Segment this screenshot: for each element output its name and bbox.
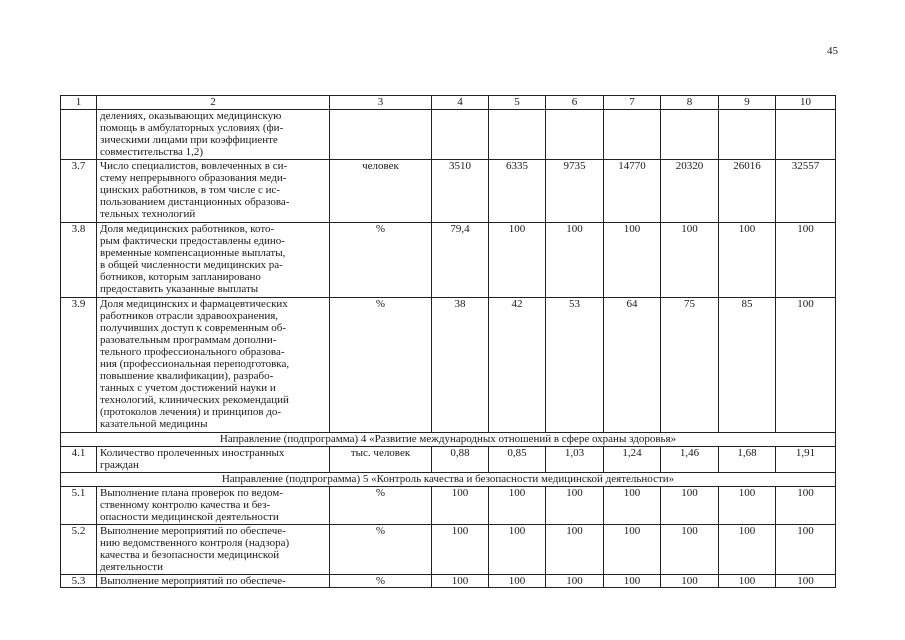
indicator-description [97, 575, 330, 588]
column-number: 9 [719, 96, 776, 110]
column-number: 3 [330, 96, 432, 110]
table-row [61, 575, 836, 588]
indicator-value: 100 [776, 223, 836, 298]
description-line: рым фактически предоставлены едино- [100, 235, 285, 247]
indicators-table [60, 95, 836, 588]
indicator-value: 100 [489, 525, 546, 575]
indicator-value: 79,4 [432, 223, 489, 298]
description-line: деятельности [100, 561, 163, 573]
indicator-value: 75 [661, 298, 719, 433]
indicator-value: 1,68 [719, 447, 776, 473]
section-title: Направление (подпрограмма) 4 «Развитие международных отношений в сфере охраны здоровья» [61, 433, 836, 447]
indicator-description [97, 298, 330, 433]
indicator-description [97, 447, 330, 473]
description-line: Доля медицинских работников, кото- [100, 223, 275, 235]
description-line: казательной медицины [100, 418, 208, 430]
indicator-value: 100 [719, 223, 776, 298]
indicator-value: 100 [604, 223, 661, 298]
table-row [61, 110, 836, 160]
indicator-value: 3510 [432, 160, 489, 223]
description-line: технологий, клинических рекомендаций [100, 394, 289, 406]
indicator-value: 100 [661, 525, 719, 575]
indicator-value: 100 [489, 575, 546, 588]
indicator-value: 32557 [776, 160, 836, 223]
description-line: цинских работников, в том числе с ис- [100, 184, 281, 196]
description-line: предоставить указанные выплаты [100, 283, 259, 295]
indicator-value: 100 [719, 575, 776, 588]
description-line: временные компенсационные выплаты, [100, 247, 286, 259]
indicator-value: 1,03 [546, 447, 604, 473]
indicator-value: 100 [776, 298, 836, 433]
indicator-value: 6335 [489, 160, 546, 223]
description-line: работников отрасли здравоохранения, [100, 310, 279, 322]
description-line: нию ведомственного контроля (надзора) [100, 537, 290, 549]
indicator-value [776, 110, 836, 160]
indicator-value: 53 [546, 298, 604, 433]
indicator-number: 5.1 [61, 487, 97, 525]
indicator-value [546, 110, 604, 160]
description-line: качества и безопасности медицинской [100, 549, 280, 561]
description-line: пользованием дистанционных образова- [100, 196, 290, 208]
section-title: Направление (подпрограмма) 5 «Контроль качества и безопасности медицинской деятельности» [61, 473, 836, 487]
description-line: совместительства 1,2) [100, 146, 204, 158]
indicator-value: 1,46 [661, 447, 719, 473]
indicator-value: 100 [432, 575, 489, 588]
description-line: Выполнение мероприятий по обеспече- [100, 525, 286, 537]
indicator-value [661, 110, 719, 160]
indicator-number: 3.7 [61, 160, 97, 223]
indicator-unit: % [330, 298, 432, 433]
column-number: 5 [489, 96, 546, 110]
section-row [61, 433, 836, 447]
indicator-value: 100 [776, 575, 836, 588]
indicator-unit: % [330, 575, 432, 588]
column-number: 8 [661, 96, 719, 110]
indicator-value: 100 [546, 525, 604, 575]
indicator-value: 20320 [661, 160, 719, 223]
page-number: 45 [827, 45, 838, 57]
indicator-unit: тыс. человек [330, 447, 432, 473]
indicator-number: 5.2 [61, 525, 97, 575]
indicator-value: 100 [661, 487, 719, 525]
indicator-value: 100 [546, 575, 604, 588]
description-line: тельного профессионального образова- [100, 346, 285, 358]
description-line: Доля медицинских и фармацевтических [100, 298, 288, 310]
column-number: 2 [97, 96, 330, 110]
indicator-description [97, 223, 330, 298]
indicator-unit: % [330, 525, 432, 575]
description-line: (протоколов лечения) и принципов до- [100, 406, 282, 418]
description-line: в общей численности медицинских ра- [100, 259, 283, 271]
indicator-value: 100 [489, 223, 546, 298]
indicator-value [432, 110, 489, 160]
indicator-value: 100 [604, 525, 661, 575]
indicator-value: 9735 [546, 160, 604, 223]
column-number: 4 [432, 96, 489, 110]
table-row [61, 487, 836, 525]
header-row [61, 96, 836, 110]
description-line: зическими лицами при коэффициенте [100, 134, 278, 146]
column-number: 7 [604, 96, 661, 110]
description-line: Выполнение плана проверок по ведом- [100, 487, 283, 499]
indicator-value: 100 [719, 525, 776, 575]
description-line: Выполнение мероприятий по обеспече- [100, 575, 286, 587]
column-number: 1 [61, 96, 97, 110]
indicator-value: 100 [546, 223, 604, 298]
indicator-value: 100 [661, 223, 719, 298]
table-row [61, 160, 836, 223]
indicator-unit: человек [330, 160, 432, 223]
column-number: 10 [776, 96, 836, 110]
indicator-description [97, 487, 330, 525]
indicator-unit: % [330, 223, 432, 298]
indicator-description [97, 525, 330, 575]
indicator-value: 64 [604, 298, 661, 433]
indicator-value [489, 110, 546, 160]
description-line: разовательным программам дополни- [100, 334, 277, 346]
description-line: Количество пролеченных иностранных [100, 447, 285, 459]
indicator-value: 38 [432, 298, 489, 433]
indicator-value: 100 [546, 487, 604, 525]
indicator-value: 100 [432, 487, 489, 525]
indicator-value: 42 [489, 298, 546, 433]
indicator-number: 3.9 [61, 298, 97, 433]
table-row [61, 447, 836, 473]
description-line: ния (профессиональная переподготовка, [100, 358, 290, 370]
description-line: стему непрерывного образования меди- [100, 172, 287, 184]
indicator-value: 0,85 [489, 447, 546, 473]
indicator-value: 100 [776, 487, 836, 525]
indicator-value: 14770 [604, 160, 661, 223]
indicator-value: 100 [489, 487, 546, 525]
description-line: тельных технологий [100, 208, 196, 220]
indicator-value: 100 [604, 487, 661, 525]
indicator-value: 1,91 [776, 447, 836, 473]
table-row [61, 223, 836, 298]
indicator-value [330, 110, 432, 160]
column-number: 6 [546, 96, 604, 110]
indicator-number: 3.8 [61, 223, 97, 298]
description-line: повышение квалификации), разрабо- [100, 370, 274, 382]
indicator-value: 100 [719, 487, 776, 525]
description-line: танных с учетом достижений науки и [100, 382, 276, 394]
indicator-number [61, 110, 97, 160]
indicator-value: 26016 [719, 160, 776, 223]
description-line: помощь в амбулаторных условиях (фи- [100, 122, 284, 134]
indicator-value [719, 110, 776, 160]
indicator-value: 100 [432, 525, 489, 575]
description-line: делениях, оказывающих медицинскую [100, 110, 282, 122]
indicator-unit: % [330, 487, 432, 525]
indicator-number: 5.3 [61, 575, 97, 588]
description-line: Число специалистов, вовлеченных в си- [100, 160, 288, 172]
indicator-number: 4.1 [61, 447, 97, 473]
section-row [61, 473, 836, 487]
indicator-value [604, 110, 661, 160]
indicator-value: 100 [604, 575, 661, 588]
indicator-value: 1,24 [604, 447, 661, 473]
description-line: ственному контролю качества и без- [100, 499, 271, 511]
indicator-description [97, 110, 330, 160]
description-line: получивших доступ к современным об- [100, 322, 287, 334]
indicator-value: 100 [776, 525, 836, 575]
description-line: граждан [100, 459, 139, 471]
description-line: ботников, которым запланировано [100, 271, 261, 283]
indicator-value: 100 [661, 575, 719, 588]
indicator-value: 85 [719, 298, 776, 433]
table-row [61, 298, 836, 433]
description-line: опасности медицинской деятельности [100, 511, 279, 523]
indicator-description [97, 160, 330, 223]
indicator-value: 0,88 [432, 447, 489, 473]
table-row [61, 525, 836, 575]
